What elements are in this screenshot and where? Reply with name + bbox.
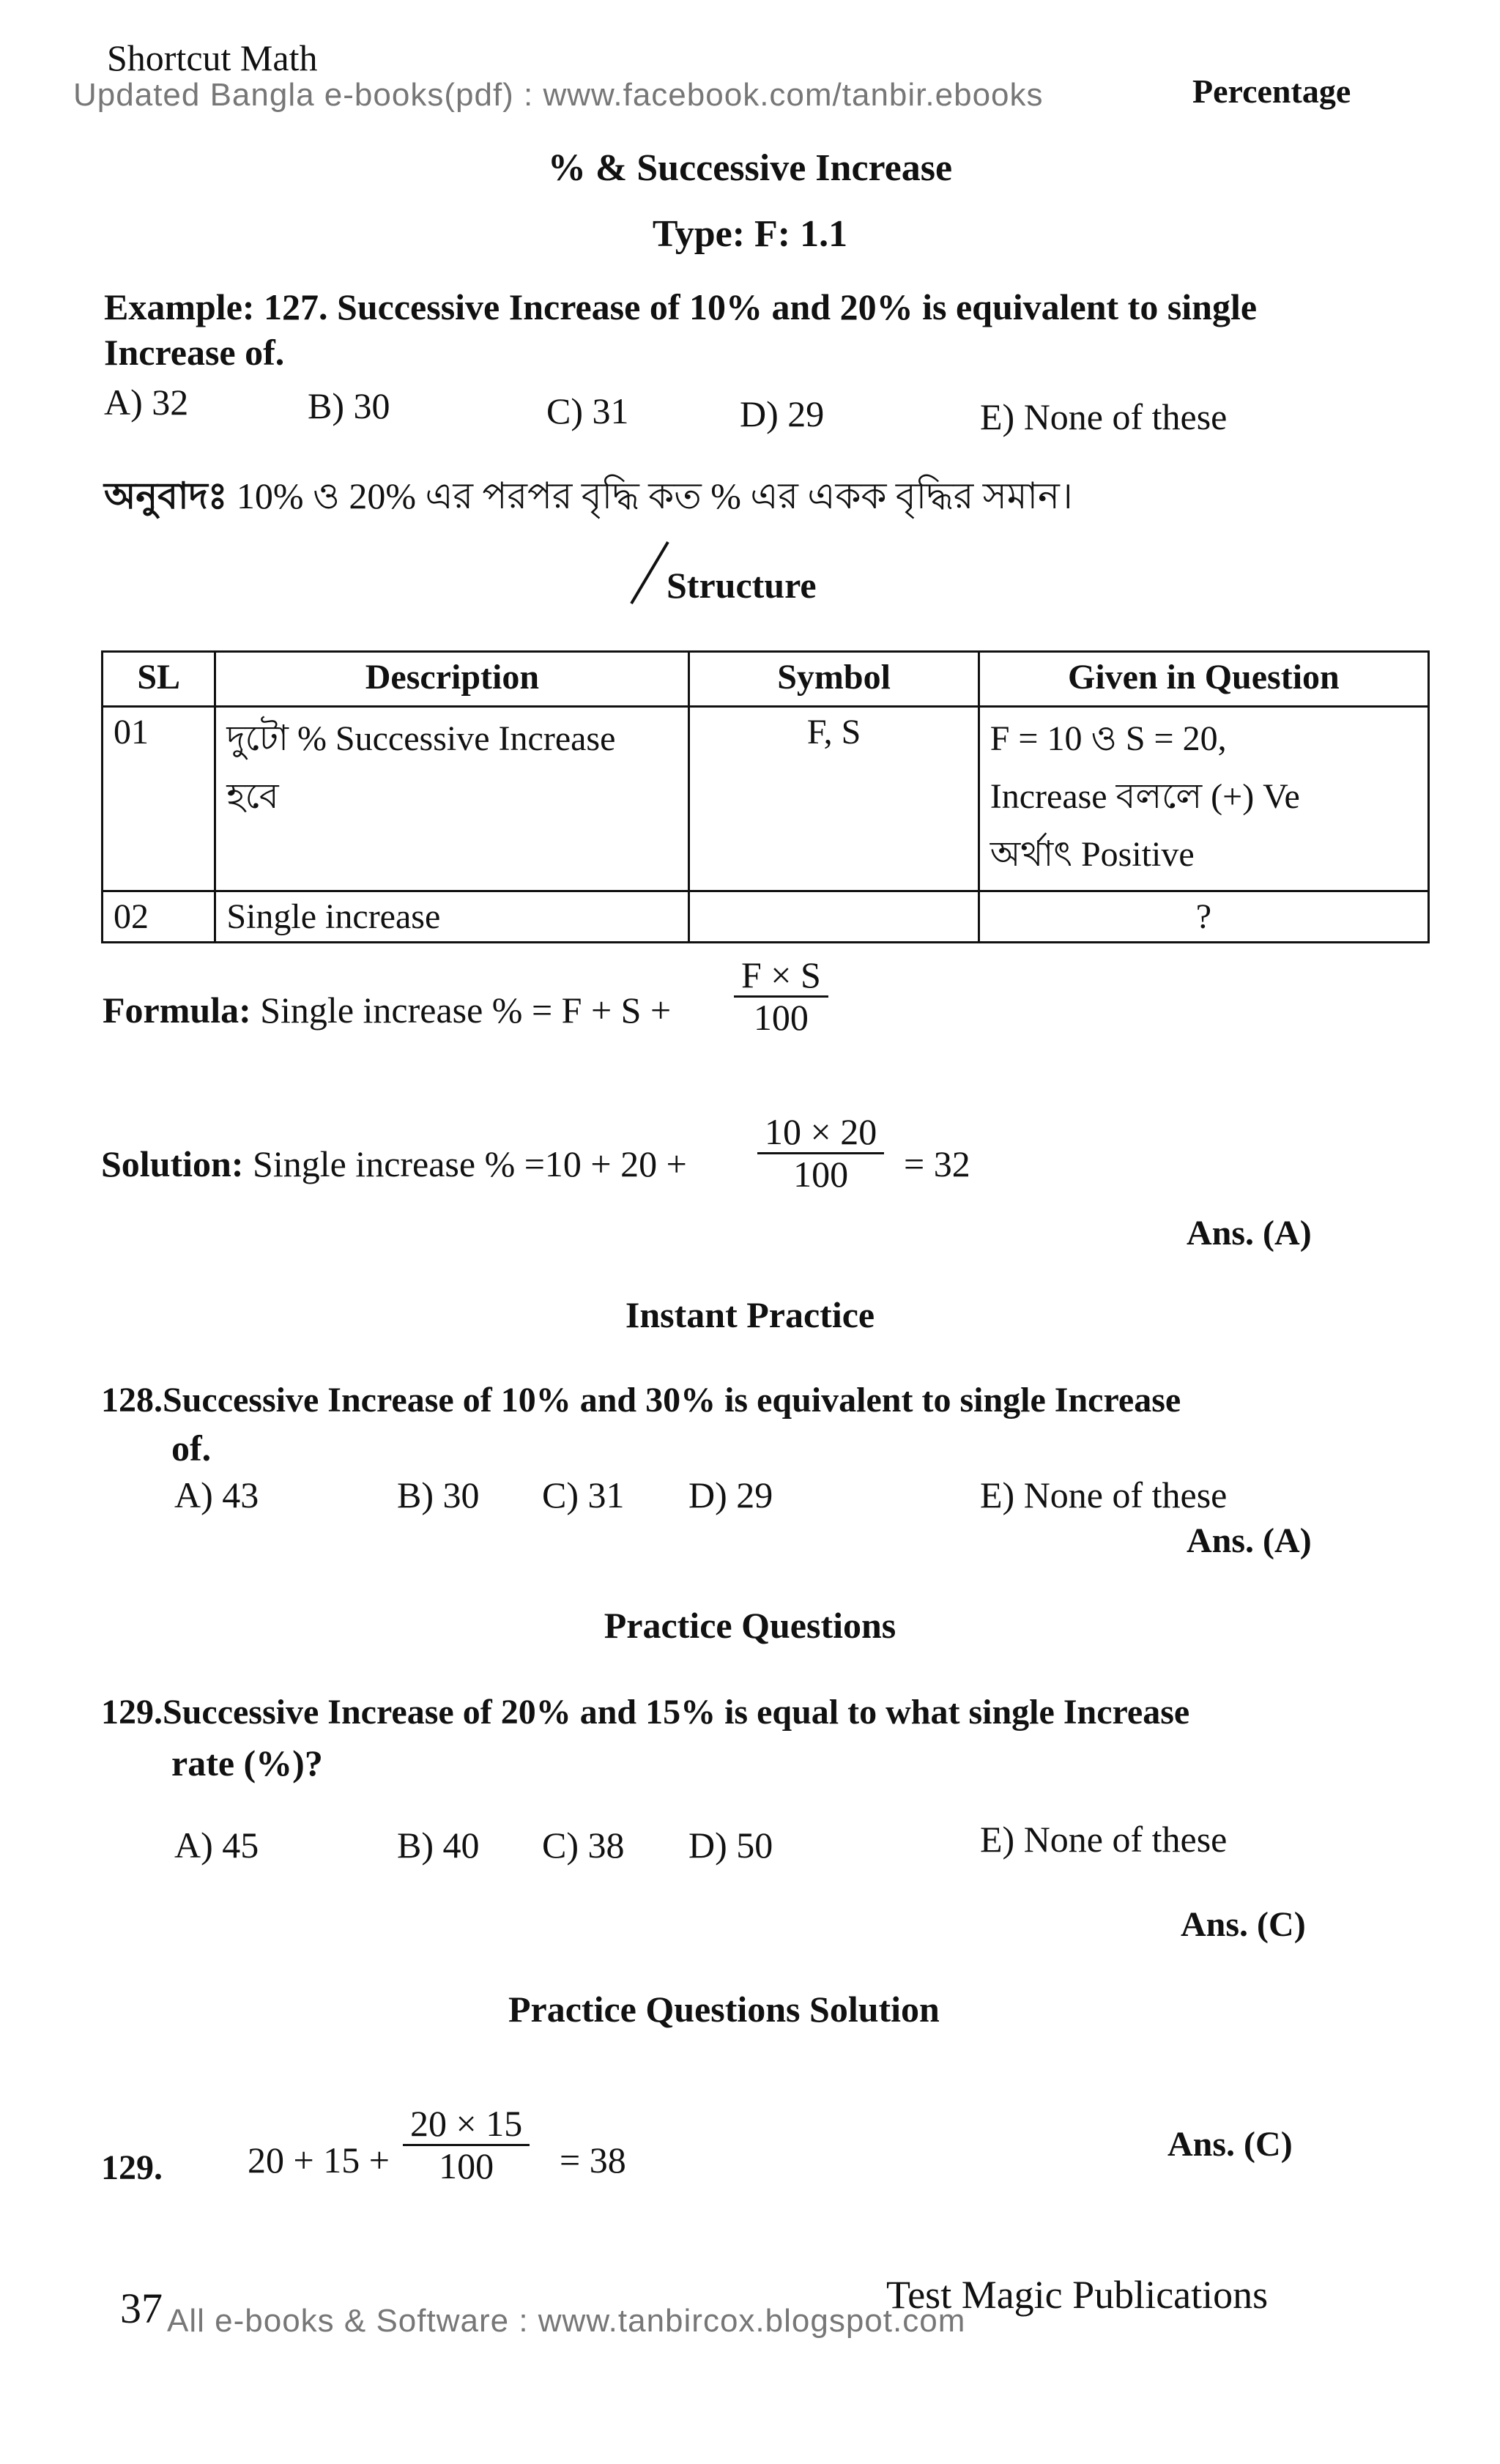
q128-option-c: C) 31 [542, 1474, 625, 1515]
row2-given: ? [979, 891, 1428, 943]
example-option-e: E) None of these [980, 396, 1228, 437]
section-name: Percentage [1192, 73, 1351, 110]
row2-sl: 02 [103, 891, 215, 943]
q129-option-d: D) 50 [688, 1825, 773, 1866]
practice-questions-heading: Practice Questions [604, 1605, 896, 1646]
example-option-c: C) 31 [546, 390, 629, 431]
formula-numerator: F × S [734, 955, 828, 998]
q129-answer: Ans. (C) [1181, 1905, 1306, 1944]
formula-fraction [734, 955, 828, 1038]
table-row [103, 707, 1429, 891]
q129-option-c: C) 38 [542, 1825, 625, 1866]
solution-denominator: 100 [793, 1154, 849, 1195]
header-symbol: Symbol [689, 652, 979, 707]
solution-129-number: 129. [101, 2148, 163, 2187]
table-row [103, 891, 1429, 943]
row2-description: Single increase [215, 891, 689, 943]
solution-text: Single increase % =10 + 20 + [253, 1143, 687, 1184]
solution-answer: Ans. (A) [1187, 1214, 1312, 1253]
formula [103, 989, 671, 1031]
solution-129-fraction [403, 2104, 530, 2186]
instant-practice-heading: Instant Practice [625, 1294, 875, 1335]
row1-sl: 01 [103, 707, 215, 891]
formula-text: Single increase % = F + S + [260, 990, 672, 1031]
header-description: Description [215, 652, 689, 707]
row1-given [979, 707, 1428, 891]
section-title: % & Successive Increase [547, 147, 953, 189]
row1-given-line1: F = 10 ও S = 20, [990, 719, 1227, 758]
formula-label: Formula: [103, 990, 251, 1031]
type-label: Type: F: 1.1 [652, 213, 848, 255]
solution [101, 1143, 687, 1185]
q128-line1: 128.Successive Increase of 10% and 30% is equivalent to single Increase [101, 1381, 1181, 1420]
translation-label: অনুবাদঃ [104, 475, 228, 516]
q129-option-b: B) 40 [397, 1825, 480, 1866]
example-label: Example: [104, 286, 255, 327]
row1-description [215, 707, 689, 891]
row1-desc-line2: হবে [226, 777, 279, 816]
formula-denominator: 100 [753, 997, 809, 1038]
book-title: Shortcut Math [107, 37, 318, 78]
header-sl: SL [103, 652, 215, 707]
solution-label: Solution: [101, 1143, 244, 1184]
q128-option-a: A) 43 [174, 1474, 259, 1515]
row1-symbol: F, S [689, 707, 979, 891]
q128-option-e: E) None of these [980, 1474, 1228, 1515]
publisher-name: Test Magic Publications [886, 2273, 1269, 2317]
example-option-a: A) 32 [104, 382, 189, 423]
solution-fraction [757, 1112, 884, 1195]
solution-129-answer: Ans. (C) [1167, 2125, 1293, 2164]
q129-line1: 129.Successive Increase of 20% and 15% is equal to what single Increase [101, 1693, 1190, 1732]
solution-numerator: 10 × 20 [757, 1112, 884, 1154]
table-header-row [103, 652, 1429, 707]
q128-option-b: B) 30 [397, 1474, 480, 1515]
watermark-top: Updated Bangla e-books(pdf) : www.facebook.com/tanbir.ebooks [73, 77, 1044, 113]
q128-option-d: D) 29 [688, 1474, 773, 1515]
solution-129-denominator: 100 [439, 2145, 494, 2186]
page-number: 37 [120, 2285, 163, 2332]
q128-answer: Ans. (A) [1187, 1521, 1312, 1560]
example-option-b: B) 30 [308, 385, 390, 426]
q129-option-e: E) None of these [980, 1819, 1228, 1860]
q129-line2: rate (%)? [171, 1743, 323, 1784]
header-given: Given in Question [979, 652, 1428, 707]
translation [104, 469, 1073, 530]
structure-table [101, 650, 1430, 943]
practice-solution-heading: Practice Questions Solution [508, 1989, 940, 2030]
q129-option-a: A) 45 [174, 1825, 259, 1866]
row1-desc-line1: দুটো % Successive Increase [226, 719, 616, 758]
structure-heading: Structure [667, 565, 817, 606]
row2-symbol [689, 891, 979, 943]
row1-given-line3: অর্থাৎ Positive [990, 835, 1195, 874]
q128-line2: of. [171, 1428, 212, 1469]
translation-text: 10% ও 20% এর পরপর বৃদ্ধি কত % এর একক বৃদ্ধির সমান। [236, 475, 1073, 516]
example-text-2: Increase of. [104, 332, 285, 373]
row1-given-line2: Increase বললে (+) Ve [990, 777, 1300, 816]
example-question [104, 286, 1257, 328]
watermark-bottom: All e-books & Software : www.tanbircox.blogspot.com [167, 2303, 966, 2339]
example-option-d: D) 29 [740, 393, 825, 434]
solution-129-text: 20 + 15 + [248, 2140, 390, 2181]
solution-129-numerator: 20 × 15 [403, 2104, 530, 2146]
example-text: 127. Successive Increase of 10% and 20% is equivalent to single [264, 286, 1258, 327]
solution-result: = 32 [904, 1143, 970, 1184]
solution-129-result: = 38 [560, 2140, 626, 2181]
